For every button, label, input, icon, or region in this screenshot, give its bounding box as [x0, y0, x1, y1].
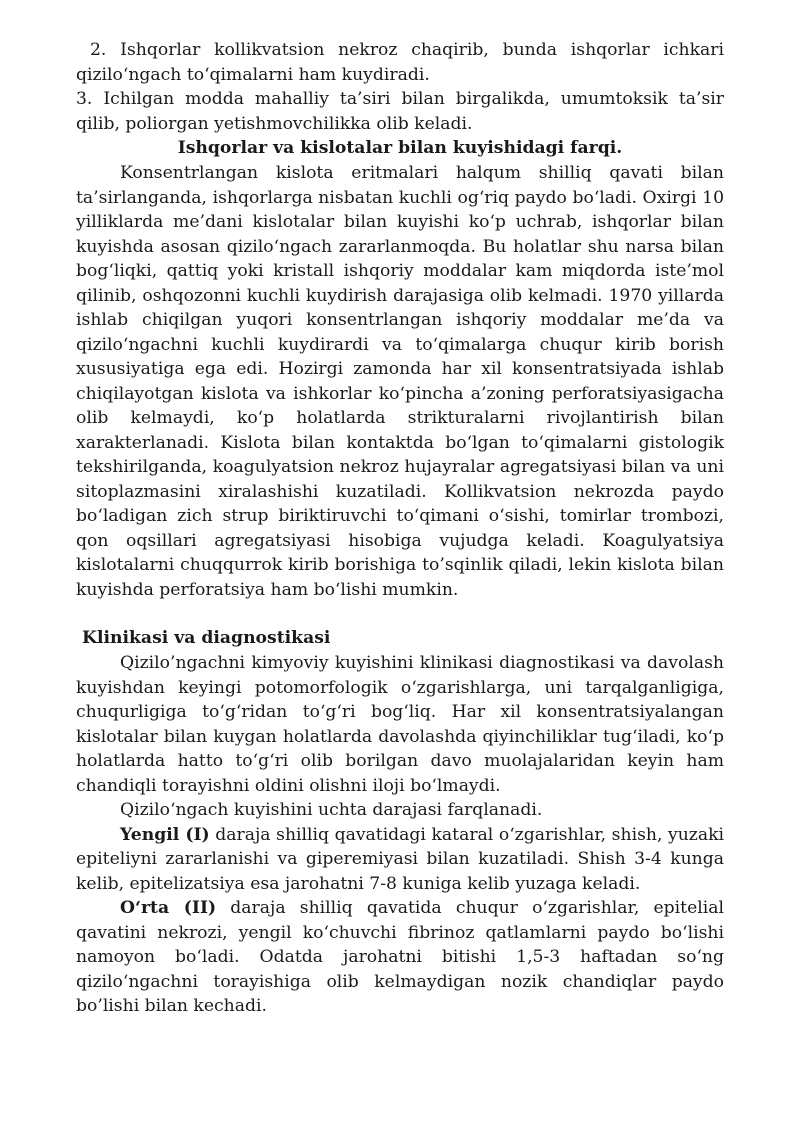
degree-1-text: daraja shilliq qavatidagi kataral o‘zgarishlar, shish, yuzaki epiteliyni zararlanishi va giperemiyasi bilan kuzatiladi. Shish 3-4 kunga kelib, epitelizatsiya esa jarohatni 7-8 kuniga kelib yuzaga keladi.: [76, 824, 724, 894]
section-heading-difference: Ishqorlar va kislotalar bilan kuyishidagi farqi.: [177, 138, 623, 158]
section-heading-clinic: Klinikasi va diagnostikasi: [82, 628, 331, 648]
degree-2-label: O‘rta (II): [120, 898, 217, 918]
spacer: [76, 602, 724, 626]
paragraph-clinic: Qizilo’ngachni kimyoviy kuyishini klinikasi diagnostikasi va davolash kuyishdan keyingi potomorfologik o‘zgarishlarga, uni tarqalganligiga, chuqurligiga to‘g‘ridan to‘g‘ri bog‘liq. Har xil konsentratsiyalangan kislotalar bilan kuygan holatlarda davolashda qiyinchiliklar tug‘iladi, ko‘p holatlarda hatto to‘g‘ri olib borilgan davo muolajalaridan keyin ham chandiqli torayishni oldini olishni iloji bo‘lmaydi.: [76, 653, 724, 796]
list-item-2: 2. Ishqorlar kollikvatsion nekroz chaqirib, bunda ishqorlar ichkari qizilo‘ngach to‘qimalarni ham kuydiradi.: [76, 40, 724, 85]
paragraph-degrees-intro: Qizilo‘ngach kuyishini uchta darajasi farqlanadi.: [120, 800, 543, 820]
degree-1-label: Yengil (I): [120, 824, 210, 845]
list-item-3: 3. Ichilgan modda mahalliy ta’siri bilan birgalikda, umumtoksik ta’sir qilib, poliorgan yetishmovchilikka olib keladi.: [76, 89, 724, 134]
degree-2-text: daraja shilliq qavatida chuqur o‘zgarishlar, epitelial qavatini nekrozi, yengil ko‘chuvchi fibrinoz qatlamlarni paydo bo‘lishi namoyon bo‘ladi. Odatda jarohatni bitishi 1,5-3 haftadan so‘ng qizilo‘ngachni torayishiga olib kelmaydigan nozik chandiqlar paydo bo’lishi bilan kechadi.: [76, 898, 724, 1016]
paragraph-difference: Konsentrlangan kislota eritmalari halqum shilliq qavati bilan ta’sirlanganda, ishqorlarga nisbatan kuchli og‘riq paydo bo‘ladi. Oxirgi 10 yilliklarda me’dani kislotalar bilan kuyishi ko‘p uchrab, ishqorlar bilan kuyishda asosan qizilo‘ngach zararlanmoqda. Bu holatlar shu narsa bilan bog‘liqki, qattiq yoki kristall ishqoriy moddalar kam miqdorda iste’mol qilinib, oshqozonni kuchli kuydirish darajasiga olib kelmadi. 1970 yillarda ishlab chiqilgan yuqori konsentrlangan ishqoriy moddalar me’da va qizilo‘ngachni kuchli kuydirardi va to‘qimalarga chuqur kirib borish xususiyatiga ega edi. Hozirgi zamonda har xil konsentratsiyada ishlab chiqilayotgan kislota va ishkorlar ko‘pincha a’zoning perforatsiyasigacha olib kelmaydi, ko‘p holatlarda strikturalarni rivojlantirish bilan xarakterlanadi. Kislota bilan kontaktda bo‘lgan to‘qimalarni gistologik tekshirilganda, koagulyatsion nekroz hujayralar agregatsiyasi bilan va uni sitoplazmasini xiralashishi kuzatiladi. Kollikvatsion nekrozda paydo bo‘ladigan zich strup biriktiruvchi to‘qimani o‘sishi, tomirlar trombozi, qon oqsillari agregatsiyasi hisobiga vujudga keladi. Koagulyatsiya kislotalarni chuqqurrok kirib borishiga to’sqinlik qiladi, lekin kislota bilan kuyishda perforatsiya ham bo‘lishi mumkin.: [76, 163, 724, 600]
paragraph-degree-2: [76, 896, 724, 1019]
paragraph-degree-1: [76, 823, 724, 897]
